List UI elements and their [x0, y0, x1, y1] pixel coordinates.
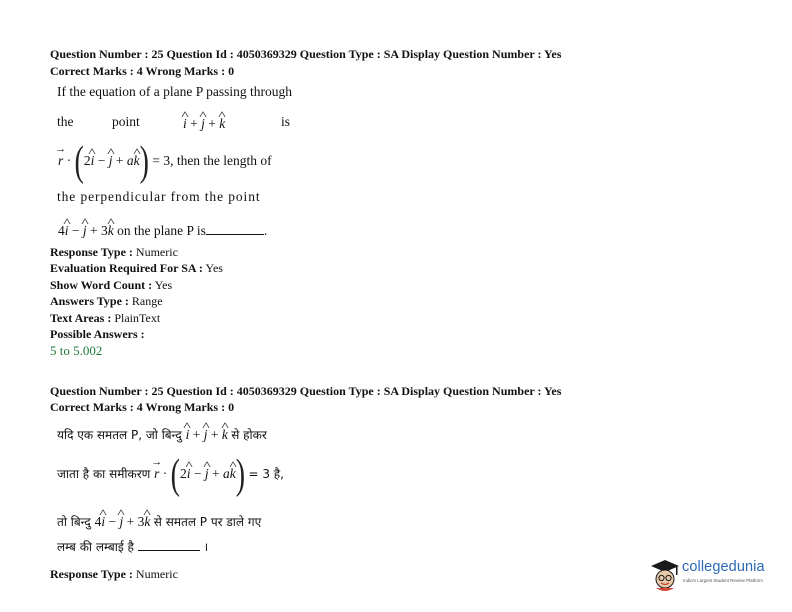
logo-name: collegedunia [682, 559, 765, 575]
logo-tagline: India's Largest Student Review Platform [683, 578, 763, 583]
marks-line-hindi: Correct Marks : 4 Wrong Marks : 0 [50, 400, 235, 414]
question-meta-line-hindi: Question Number : 25 Question Id : 4050369329 Question Type : SA Display Question Number : Yes [50, 384, 562, 398]
response-type-row: Response Type : Numeric [50, 245, 178, 259]
possible-answers-value: 5 to 5.002 [50, 343, 103, 358]
hindi-line-3: तो बिन्दु 4^ i − ^ j + 3^ k से समतल P पर डाले गए [57, 514, 261, 530]
possible-answers-label: Possible Answers : [50, 327, 145, 341]
plane-equation: → r · (2^ i − ^ j + a^ k) = 3, then the length of [58, 153, 272, 173]
question-word-the: the [57, 114, 74, 129]
question-word-is: is [281, 114, 291, 129]
word-count-row: Show Word Count : Yes [50, 278, 173, 292]
hindi-line-1: यदि एक समतल P, जो बिन्दु ^ i + ^ j + ^ k से होकर [57, 427, 267, 443]
hindi-line-4: लम्ब की लम्बाई है । [57, 540, 209, 554]
question-line-4: the perpendicular from the point [57, 189, 261, 204]
point-expression: ^ i + ^ j + ^ k [183, 116, 225, 132]
answer-blank-hindi [138, 539, 200, 551]
graduate-avatar-icon [650, 558, 680, 592]
question-word-point: point [112, 114, 140, 129]
text-areas-row: Text Areas : PlainText [50, 311, 161, 325]
answers-type-row: Answers Type : Range [50, 294, 163, 308]
response-type-row-hindi: Response Type : Numeric [50, 567, 178, 581]
evaluation-row: Evaluation Required For SA : Yes [50, 261, 223, 275]
collegedunia-logo [650, 556, 770, 596]
question-line-1: If the equation of a plane P passing through [57, 84, 292, 99]
hindi-line-2: जाता है का समीकरण → r · (2^ i − ^ j + a^ k) = 3 है, [57, 466, 284, 486]
answer-blank [206, 223, 264, 235]
question-meta-line: Question Number : 25 Question Id : 4050369329 Question Type : SA Display Question Number : Yes [50, 47, 562, 61]
question-line-5: 4^ i − ^ j + 3^ k on the plane P is . [58, 223, 267, 239]
marks-line: Correct Marks : 4 Wrong Marks : 0 [50, 64, 235, 78]
